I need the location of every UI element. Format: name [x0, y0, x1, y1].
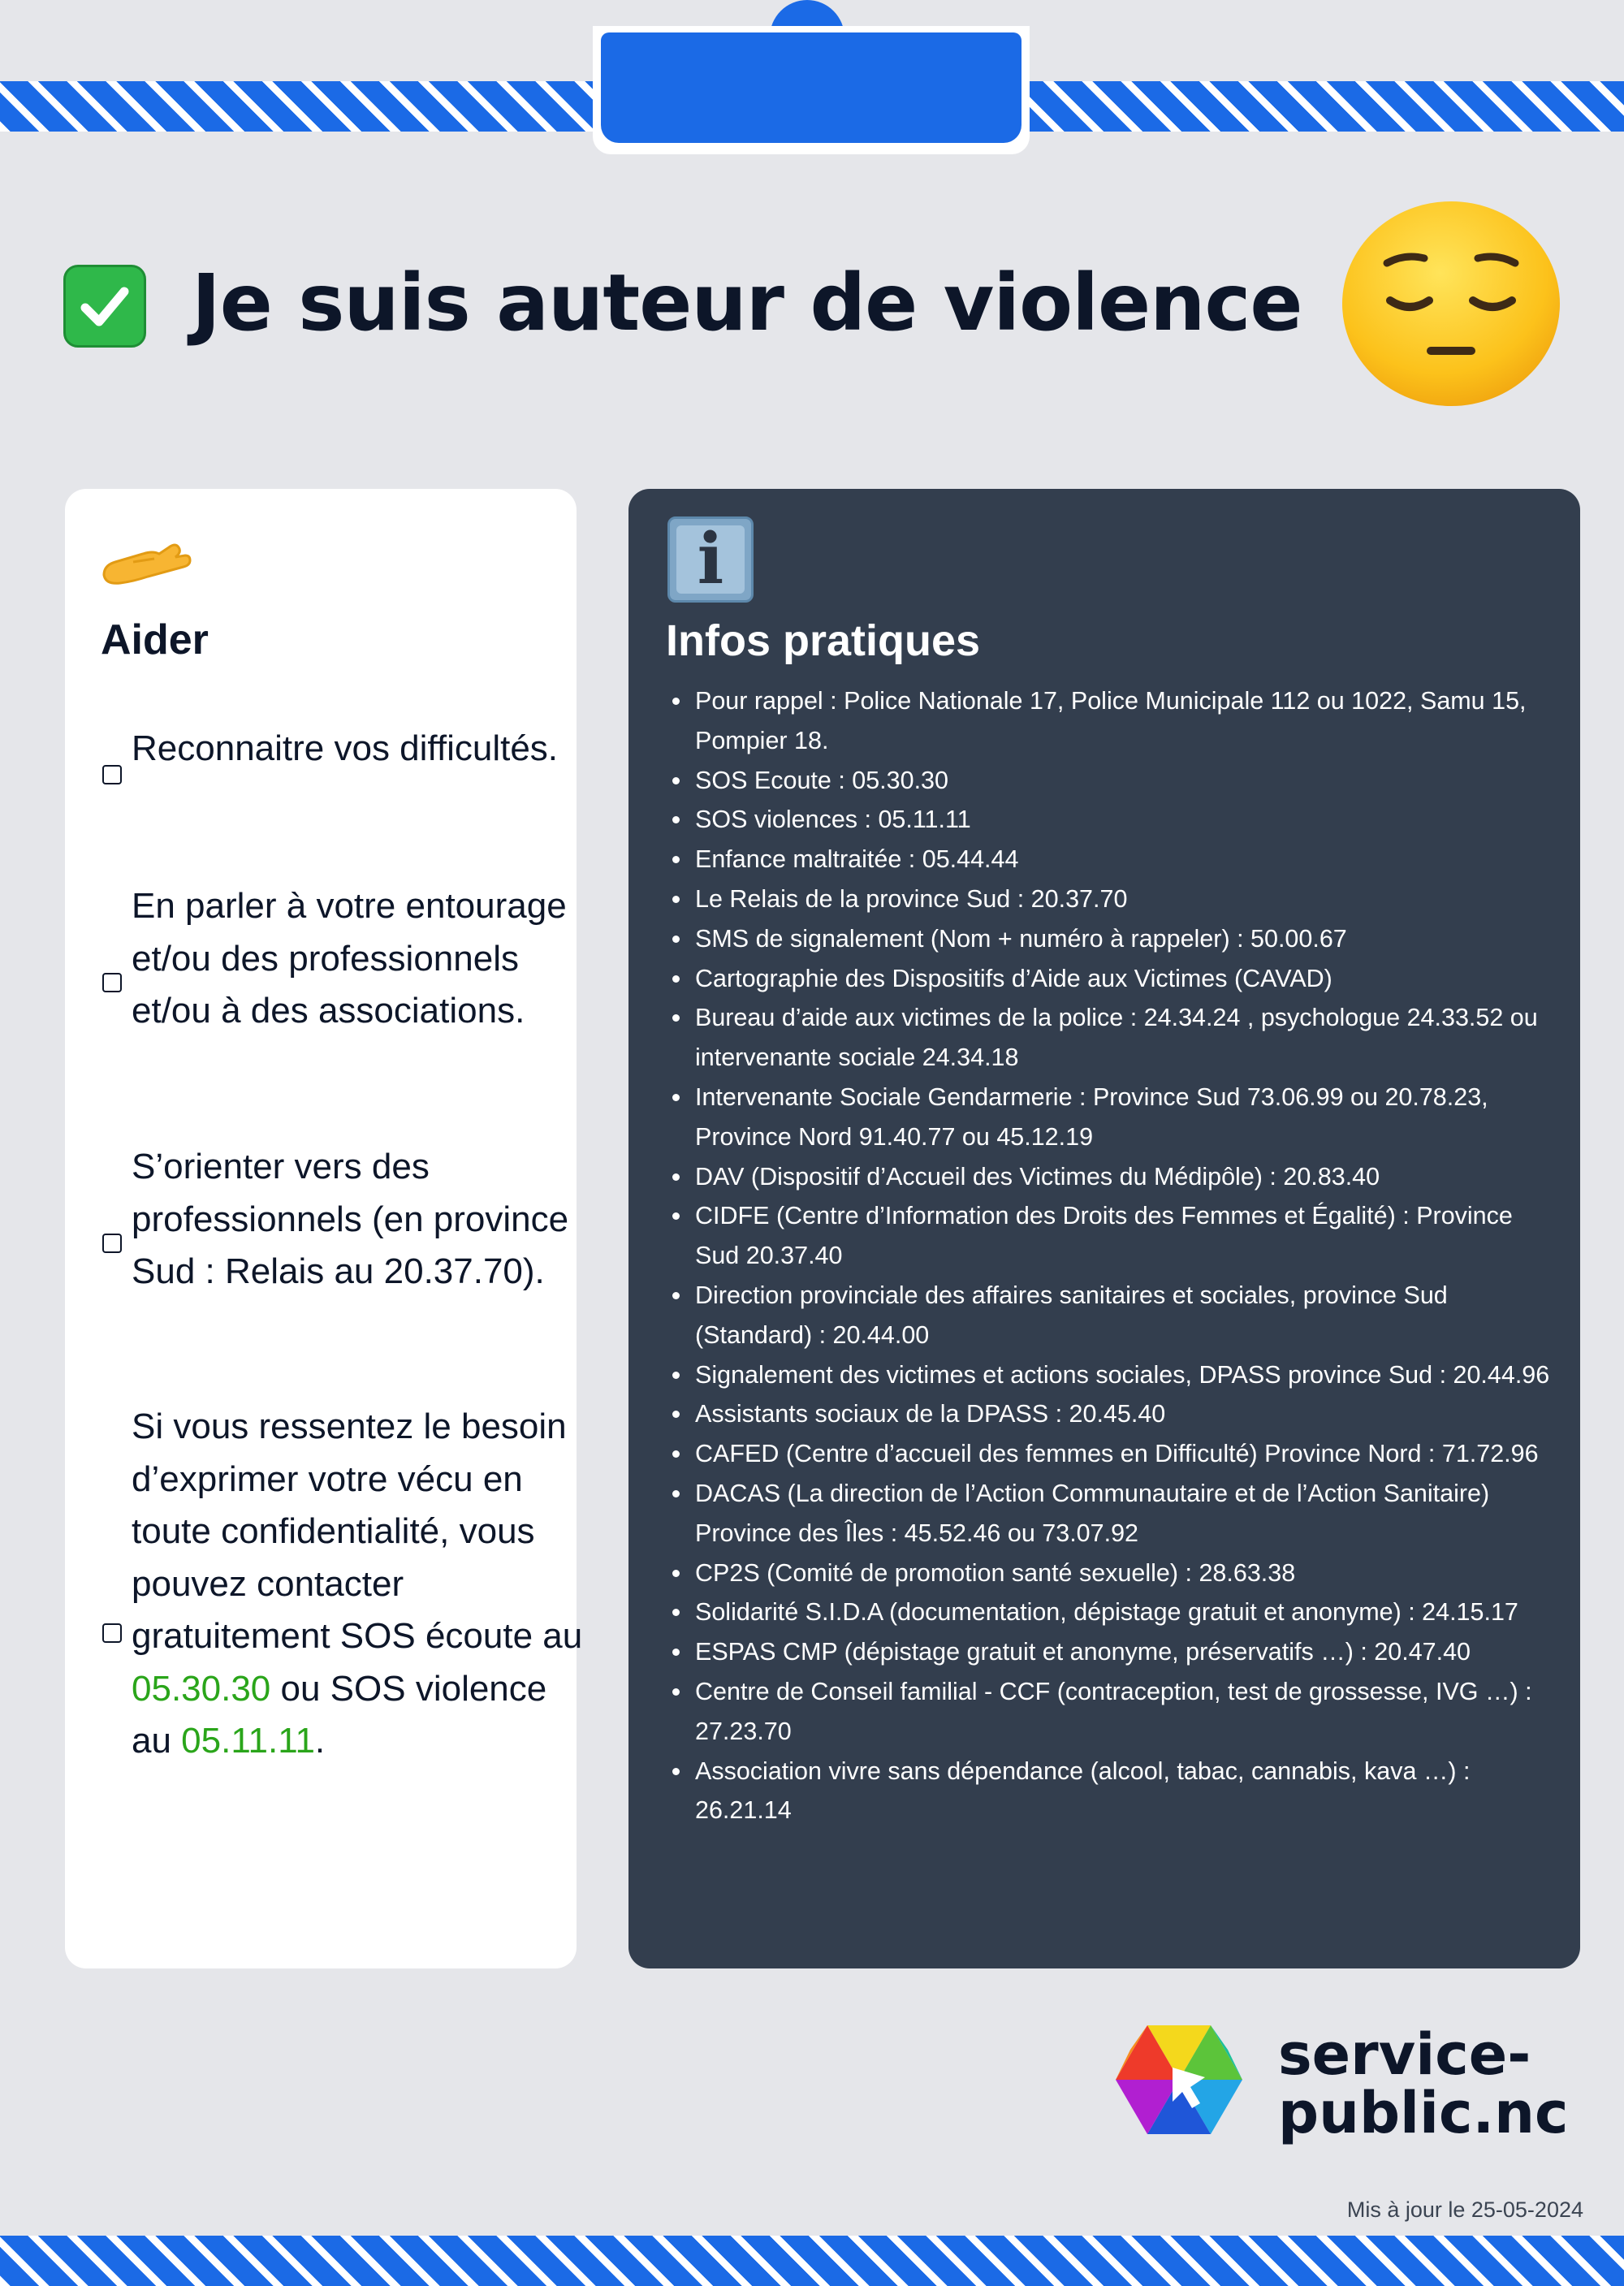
infos-list-item: Cartographie des Dispositifs d’Aide aux Victimes (CAVAD): [666, 959, 1559, 999]
infos-list-item: Intervenante Sociale Gendarmerie : Province Sud 73.06.99 ou 20.78.23, Province Nord 91.40.77 ou 45.12.19: [666, 1078, 1559, 1157]
infos-list-item: Signalement des victimes et actions sociales, DPASS province Sud : 20.44.96: [666, 1355, 1559, 1395]
infos-list-item: Centre de Conseil familial - CCF (contraception, test de grossesse, IVG …) : 27.23.70: [666, 1672, 1559, 1752]
helping-hand-icon: [101, 536, 192, 590]
clipboard-clip-body: [601, 32, 1021, 143]
infos-list-item: SOS Ecoute : 05.30.30: [666, 761, 1559, 801]
infos-list-item: Le Relais de la province Sud : 20.37.70: [666, 879, 1559, 919]
page-title: Je suis auteur de violence: [192, 257, 1302, 348]
aider-item-text: En parler à votre entourage et/ou des professionnels et/ou à des associations.: [132, 886, 567, 1031]
aider-item-text: Si vous ressentez le besoin d’exprimer votre vécu en toute confidentialité, vous pouvez contacter gratuitement SOS écoute au 05.30.30 ou SOS violence au 05.11.11.: [132, 1407, 583, 1761]
aider-title: Aider: [101, 616, 209, 663]
checkbox[interactable]: [102, 973, 122, 992]
infos-list: [666, 681, 1559, 1830]
checkbox[interactable]: [102, 1234, 122, 1253]
infos-list-item: Association vivre sans dépendance (alcool, tabac, cannabis, kava …) : 26.21.14: [666, 1752, 1559, 1831]
information-icon: [667, 516, 754, 603]
bottom-stripe-band: [0, 2236, 1624, 2286]
infos-list-item: DACAS (La direction de l’Action Communautaire et de l’Action Sanitaire) Province des Îles : 45.52.46 ou 73.07.92: [666, 1474, 1559, 1554]
information-icon-glyph: i: [697, 518, 724, 600]
infos-list-item: CIDFE (Centre d’Information des Droits des Femmes et Égalité) : Province Sud 20.37.40: [666, 1196, 1559, 1276]
infos-list-item: DAV (Dispositif d’Accueil des Victimes du Médipôle) : 20.83.40: [666, 1157, 1559, 1197]
infos-list-item: SOS violences : 05.11.11: [666, 800, 1559, 840]
infos-list-item: CP2S (Comité de promotion santé sexuelle) : 28.63.38: [666, 1554, 1559, 1593]
pensive-face-icon: [1340, 200, 1562, 408]
infos-list-item: Assistants sociaux de la DPASS : 20.45.40: [666, 1394, 1559, 1434]
aider-item-text: Reconnaitre vos difficultés.: [132, 728, 559, 768]
infos-list-item: SMS de signalement (Nom + numéro à rappeler) : 50.00.67: [666, 919, 1559, 959]
service-public-logo-icon: [1116, 2025, 1242, 2134]
clipboard-clip: [593, 26, 1030, 154]
infos-list-item: Direction provinciale des affaires sanitaires et sociales, province Sud (Standard) : 20.44.00: [666, 1276, 1559, 1355]
phone-sos-violence: 05.11.11: [181, 1721, 315, 1761]
last-updated-date: Mis à jour le 25-05-2024: [1346, 2197, 1583, 2222]
infos-list-item: Pour rappel : Police Nationale 17, Police Municipale 112 ou 1022, Samu 15, Pompier 18.: [666, 681, 1559, 761]
phone-sos-ecoute: 05.30.30: [132, 1668, 271, 1709]
infos-title: Infos pratiques: [666, 616, 981, 665]
infos-list-item: Bureau d’aide aux victimes de la police : 24.34.24 , psychologue 24.33.52 ou intervenante sociale 24.34.18: [666, 998, 1559, 1078]
infos-list-item: ESPAS CMP (dépistage gratuit et anonyme, préservatifs …) : 20.47.40: [666, 1632, 1559, 1672]
service-public-logo-text: service- public.nc: [1278, 2021, 1569, 2146]
check-mark-icon: [63, 265, 146, 348]
infos-list-item: CAFED (Centre d’accueil des femmes en Difficulté) Province Nord : 71.72.96: [666, 1434, 1559, 1474]
checkbox[interactable]: [102, 765, 122, 784]
aider-item-text: S’orienter vers des professionnels (en province Sud : Relais au 20.37.70).: [132, 1147, 569, 1291]
infos-list-item: Enfance maltraitée : 05.44.44: [666, 840, 1559, 879]
checkbox[interactable]: [102, 1623, 122, 1643]
infos-list-item: Solidarité S.I.D.A (documentation, dépistage gratuit et anonyme) : 24.15.17: [666, 1592, 1559, 1632]
